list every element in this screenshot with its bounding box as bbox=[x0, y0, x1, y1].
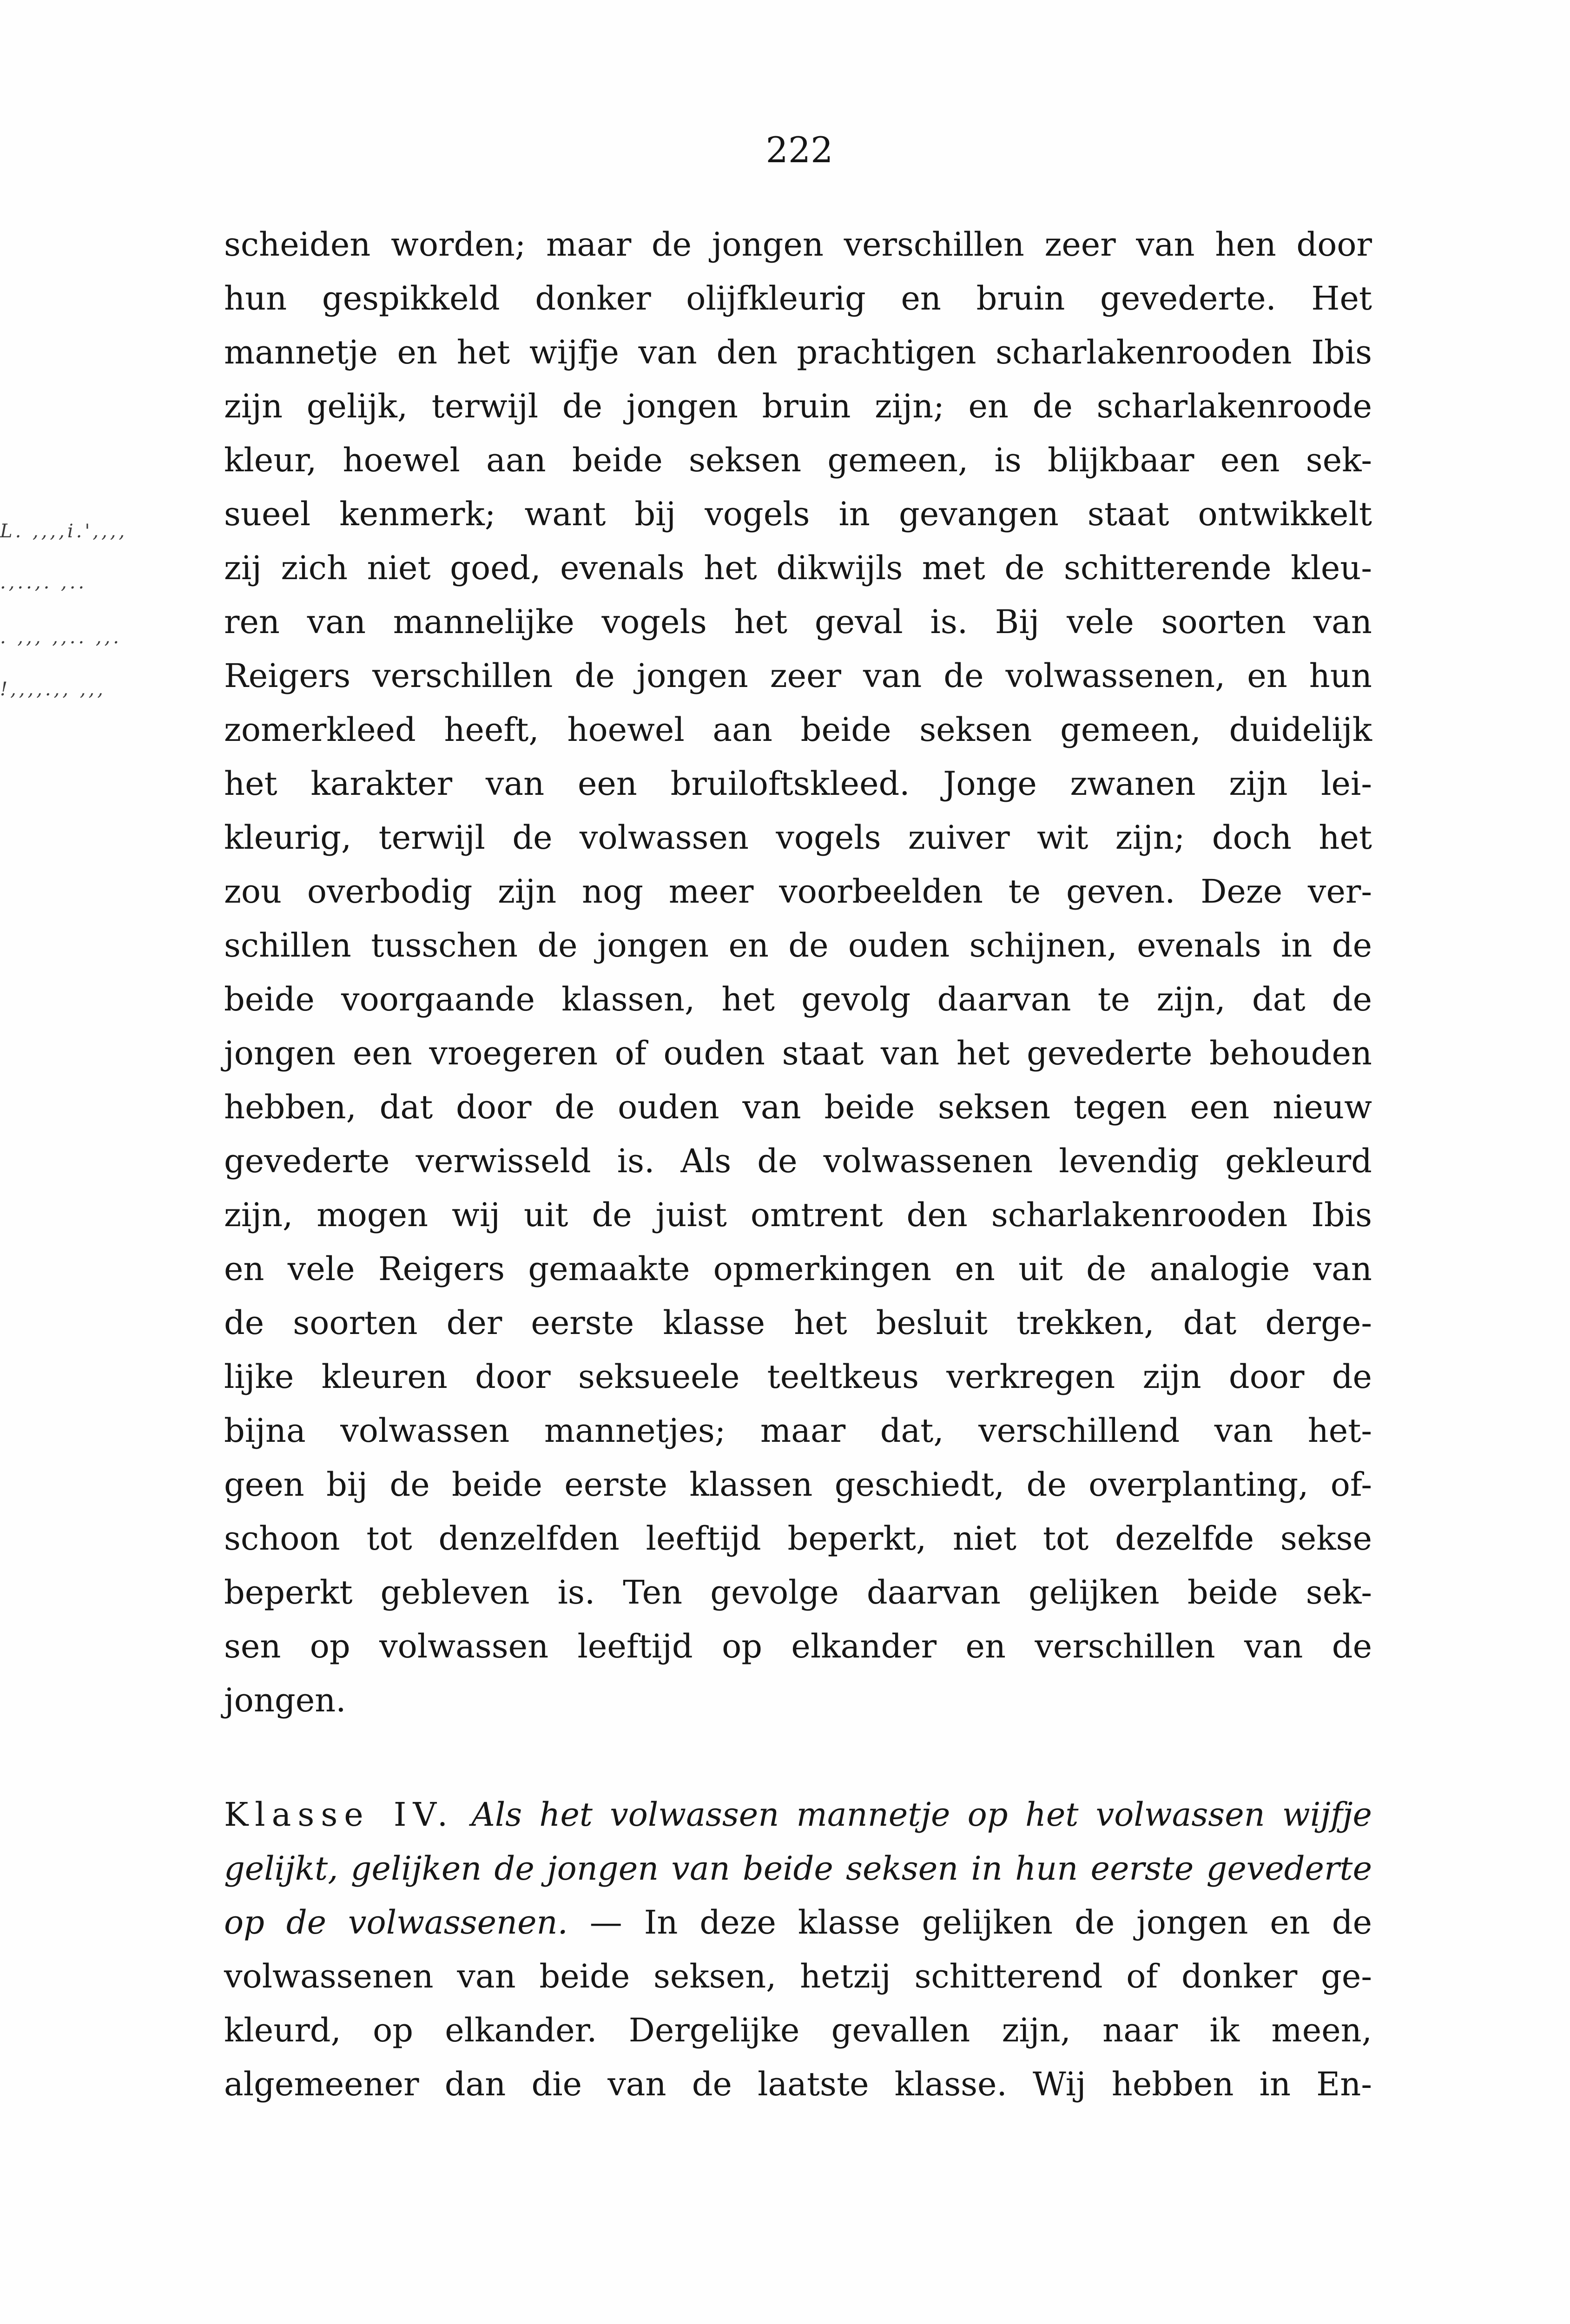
body-line: hun gespikkeld donker olijfkleurig en bruin gevederte. Het bbox=[224, 279, 1372, 317]
body-line: sen op volwassen leeftijd op elkander en verschillen van de bbox=[224, 1627, 1372, 1665]
body-line: lijke kleuren door seksueele teeltkeus verkregen zijn door de bbox=[224, 1358, 1372, 1396]
body-line: zijn, mogen wij uit de juist omtrent den scharlakenrooden Ibis bbox=[224, 1196, 1372, 1234]
klasse-italic-3: op de volwassenen. bbox=[224, 1903, 568, 1941]
body-line: mannetje en het wijfje van den prachtigen scharlakenrooden Ibis bbox=[224, 333, 1372, 371]
body-line: gevederte verwisseld is. Als de volwassenen levendig gekleurd bbox=[224, 1142, 1372, 1180]
body-line: zijn gelijk, terwijl de jongen bruin zijn; en de scharlakenroode bbox=[224, 387, 1372, 425]
margin-annotation: L. ,,,,i.',,,, bbox=[0, 521, 128, 542]
klasse-line-1 bbox=[224, 1788, 1372, 1842]
klasse-line-5: kleurd, op elkander. Dergelijke gevallen zijn, naar ik meen, bbox=[224, 2011, 1372, 2049]
body-line: het karakter van een bruiloftskleed. Jonge zwanen zijn lei- bbox=[224, 765, 1372, 803]
margin-annotation: . ,,, ,,.. ,,. bbox=[0, 627, 122, 648]
body-line: en vele Reigers gemaakte opmerkingen en uit de analogie van bbox=[224, 1250, 1372, 1288]
body-line: beperkt gebleven is. Ten gevolge daarvan gelijken beide sek- bbox=[224, 1573, 1372, 1611]
body-line: kleurig, terwijl de volwassen vogels zuiver wit zijn; doch het bbox=[224, 819, 1372, 857]
body-line: de soorten der eerste klasse het besluit trekken, dat derge- bbox=[224, 1304, 1372, 1342]
klasse-line-3-rest: — In deze klasse gelijken de jongen en de bbox=[589, 1903, 1372, 1941]
body-line: Reigers verschillen de jongen zeer van de volwassenen, en hun bbox=[224, 657, 1372, 695]
body-line: ren van mannelijke vogels het geval is. Bij vele soorten van bbox=[224, 603, 1372, 641]
body-line: bijna volwassen mannetjes; maar dat, verschillend van het- bbox=[224, 1412, 1372, 1450]
klasse-italic-1: Als het volwassen mannetje op het volwassen wijfje bbox=[471, 1796, 1372, 1834]
klasse-line-3 bbox=[224, 1895, 1372, 1949]
body-line: scheiden worden; maar de jongen verschillen zeer van hen door bbox=[224, 225, 1372, 264]
body-line: beide voorgaande klassen, het gevolg daarvan te zijn, dat de bbox=[224, 980, 1372, 1018]
body-line: zij zich niet goed, evenals het dikwijls met de schitterende kleu- bbox=[224, 549, 1372, 587]
body-line: schoon tot denzelfden leeftijd beperkt, niet tot dezelfde sekse bbox=[224, 1519, 1372, 1558]
body-line: hebben, dat door de ouden van beide seksen tegen een nieuw bbox=[224, 1088, 1372, 1126]
body-line: zou overbodig zijn nog meer voorbeelden te geven. Deze ver- bbox=[224, 872, 1372, 911]
body-line: zomerkleed heeft, hoewel aan beide seksen gemeen, duidelijk bbox=[224, 711, 1372, 749]
body-line: jongen. bbox=[224, 1681, 346, 1719]
page-number: 222 bbox=[765, 129, 833, 171]
klasse-heading: Klasse IV. bbox=[224, 1796, 455, 1834]
body-line: kleur, hoewel aan beide seksen gemeen, is blijkbaar een sek- bbox=[224, 441, 1372, 479]
klasse-line-4: volwassenen van beide seksen, hetzij schitterend of donker ge- bbox=[224, 1957, 1372, 1995]
margin-annotation: !,,,,.,, ,,, bbox=[0, 679, 106, 700]
body-line: schillen tusschen de jongen en de ouden schijnen, evenals in de bbox=[224, 926, 1372, 964]
body-line: geen bij de beide eerste klassen geschiedt, de overplanting, of- bbox=[224, 1466, 1372, 1504]
klasse-italic-2: gelijkt, gelijken de jongen van beide seksen in hun eerste gevederte bbox=[224, 1849, 1372, 1888]
body-line: jongen een vroegeren of ouden staat van het gevederte behouden bbox=[224, 1034, 1372, 1072]
body-line: sueel kenmerk; want bij vogels in gevangen staat ontwikkelt bbox=[224, 495, 1372, 533]
margin-annotation: .,..,. ,.. bbox=[0, 572, 87, 593]
klasse-line-6: algemeener dan die van de laatste klasse. Wij hebben in En- bbox=[224, 2065, 1372, 2103]
